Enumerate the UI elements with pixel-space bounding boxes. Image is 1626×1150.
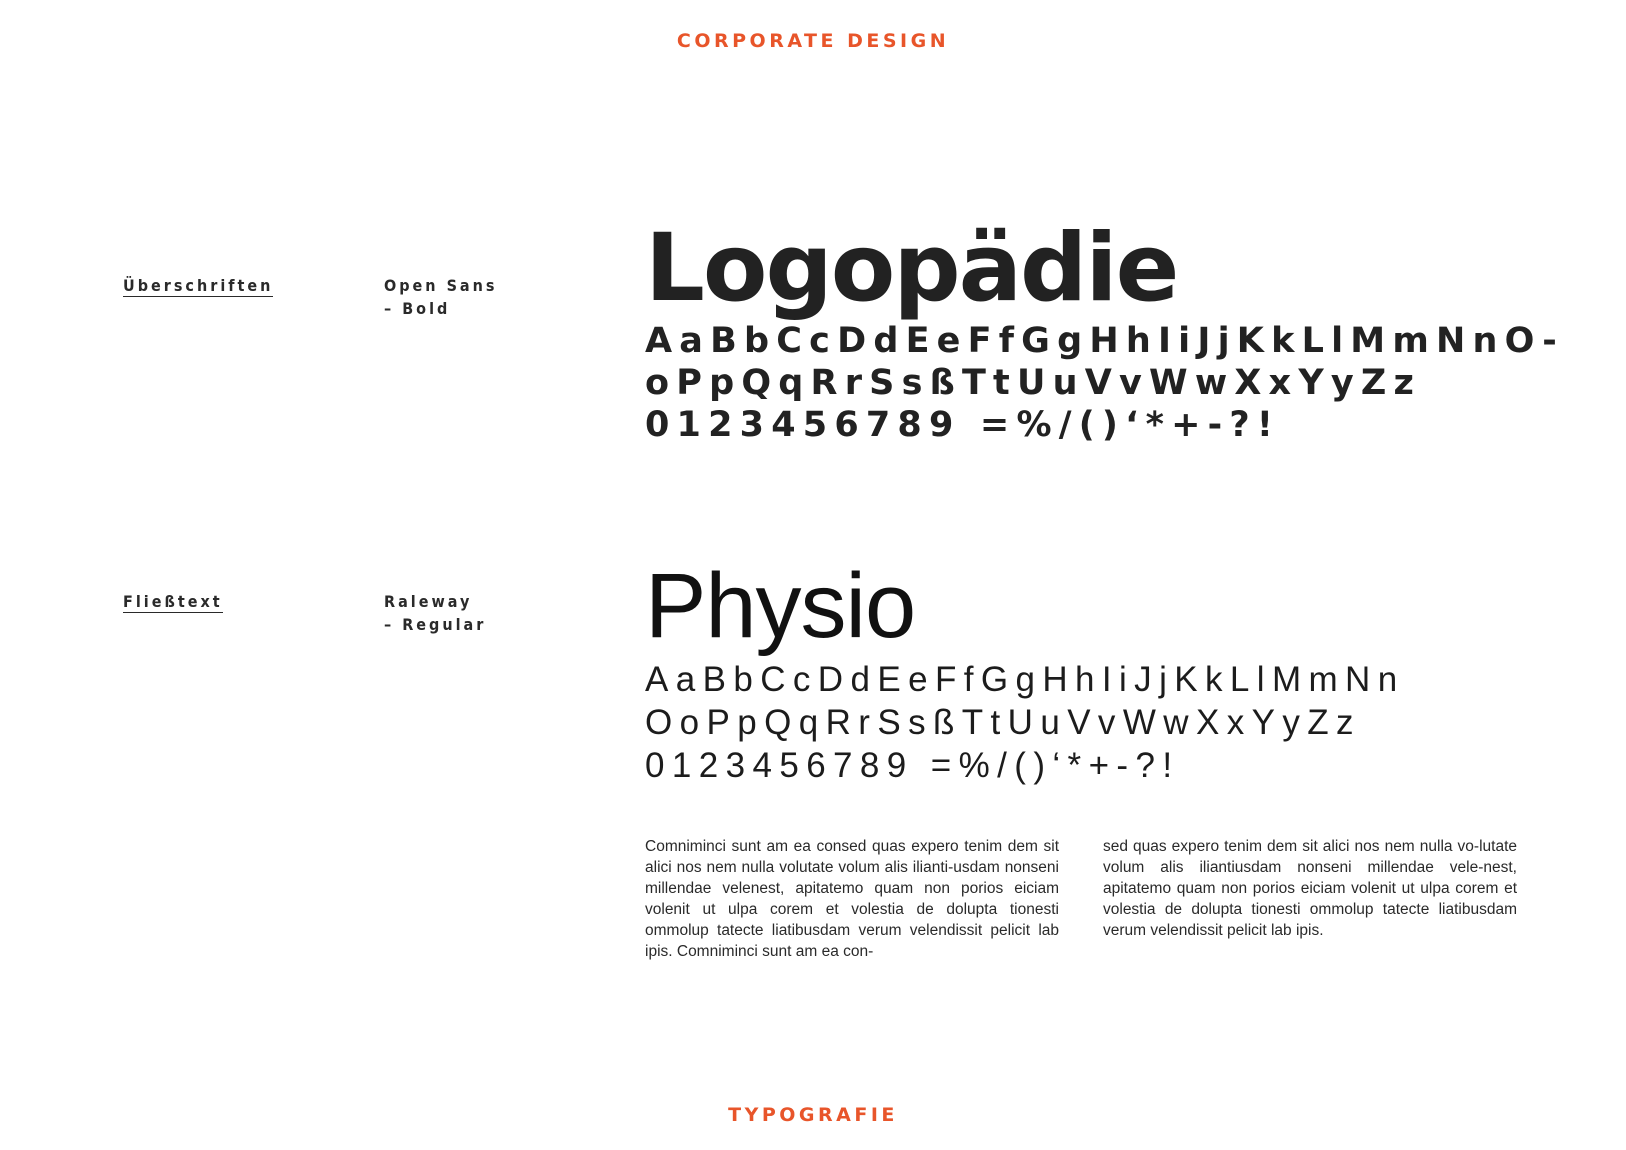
body-alphabet-sample	[645, 658, 1405, 787]
body-text-column-2: sed quas expero tenim dem sit alici nos nem nulla vo-lutate volum alis iliantiusdam nonseni millendae vele-nest, apitatemo quam non porios eiciam volenit ut ulpa corem et volestia de dolupta tionesti ommolup tatecte liatibusdam verum velendissit pelicit lab ipis.	[1103, 838, 1517, 939]
body-font-name	[384, 590, 486, 636]
headings-font-name	[384, 274, 497, 320]
body-font-weight: – Regular	[384, 615, 487, 634]
headings-alphabet-line: AaBbCcDdEeFfGgHhIiJjKkLlMmNnO-	[645, 321, 1564, 361]
body-category-label: Fließtext	[123, 592, 223, 611]
body-numerals-line: 0123456789 =%/()‘*+-?!	[645, 746, 1180, 785]
headings-alphabet-line: oPpQqRrSsßTtUuVvWwXxYyZz	[645, 363, 1422, 403]
page-header-title: CORPORATE DESIGN	[676, 30, 950, 52]
headings-font-family: Open Sans	[384, 276, 498, 295]
headings-sample-word: Logopädie	[645, 214, 1178, 323]
body-alphabet-line: OoPpQqRrSsßTtUuVvWwXxYyZz	[645, 703, 1361, 742]
body-text-column-1: Comniminci sunt am ea consed quas expero tenim dem sit alici nos nem nulla volutate volum alis ilianti-usdam nonseni millendae velenest, apitatemo quam non porios eiciam volenit ut ulpa corem et volestia de dolupta tionesti ommolup tatecte liatibusdam verum velendissit pelicit lab ipis. Comniminci sunt am ea con-	[645, 838, 1059, 960]
headings-category-label: Überschriften	[123, 276, 274, 295]
headings-numerals-line: 0123456789 =%/()‘*+-?!	[645, 405, 1281, 445]
headings-alphabet-sample	[645, 320, 1564, 446]
body-font-family: Raleway	[384, 592, 473, 611]
page-footer-title: TYPOGRAFIE	[728, 1104, 898, 1126]
body-alphabet-line: AaBbCcDdEeFfGgHhIiJjKkLlMmNn	[645, 660, 1405, 699]
headings-font-weight: – Bold	[384, 299, 451, 318]
body-sample-word: Physio	[645, 555, 916, 657]
